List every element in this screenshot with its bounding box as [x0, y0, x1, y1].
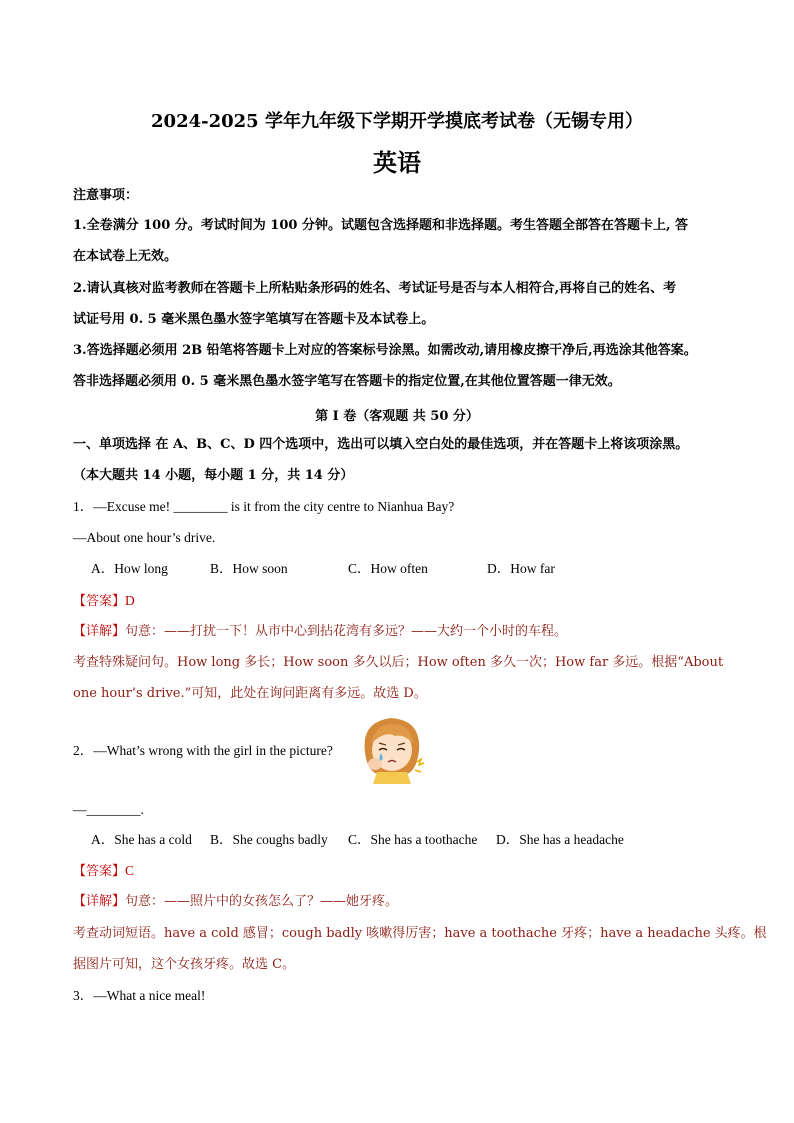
paper-title: 2024-2025 学年九年级下学期开学摸底考试卷（无锡专用）: [151, 111, 643, 132]
option-d: D．How far: [487, 561, 555, 576]
option-c: C．How often: [348, 561, 428, 576]
notice-line: 3.答选择题必须用 2B 铅笔将答题卡上对应的答案标号涂黑。如需改动,请用橡皮擦干净后,再选涂其他答案。: [73, 343, 697, 358]
section-title: 第 I 卷（客观题 共 50 分）: [315, 409, 479, 424]
detail-text: 句意：——照片中的女孩怎么了？——她牙疼。: [125, 894, 399, 909]
notice-line: 1.全卷满分 100 分。考试时间为 100 分钟。试题包含选择题和非选择题。考生答题全部答在答题卡上, 答: [73, 218, 688, 233]
part-heading: 一、单项选择 在 A、B、C、D 四个选项中，选出可以填入空白处的最佳选项，并在答题卡上将该项涂黑。: [73, 437, 689, 452]
detail-text: 考查动词短语。have a cold 感冒；cough badly 咳嗽得厉害；have a toothache 牙疼；have a headache 头疼。根: [73, 926, 767, 941]
detail-tag: 【详解】: [73, 894, 126, 909]
option-a: A．She has a cold: [91, 832, 192, 847]
option-a: A．How long: [91, 561, 168, 576]
option-c: C．She has a toothache: [348, 832, 478, 847]
detail-line: [73, 624, 567, 640]
subject-title: 英语: [373, 148, 421, 177]
notice-line: 试证号用 0. 5 毫米黑色墨水签字笔填写在答题卡及本试卷上。: [73, 312, 435, 327]
detail-text: 句意：——打扰一下！从市中心到拈花湾有多远？——大约一个小时的车程。: [125, 624, 568, 639]
answer-tag: 【答案】: [73, 864, 126, 879]
answer-line: [73, 593, 135, 610]
question-reply: —________.: [73, 802, 144, 817]
notice-heading: 注意事项：: [73, 188, 139, 203]
detail-line: [73, 894, 398, 910]
part-note: （本大题共 14 小题，每小题 1 分，共 14 分）: [73, 468, 354, 483]
girl-toothache-picture: [355, 712, 431, 784]
detail-text: one hour’s drive.”可知，此处在询问距离有多远。故选 D。: [73, 686, 427, 701]
answer-tag: 【答案】: [73, 594, 126, 609]
answer-value: C: [125, 863, 135, 878]
question-stem: 3．—What a nice meal!: [73, 988, 206, 1003]
answer-value: D: [125, 593, 135, 608]
notice-line: 答非选择题必须用 0. 5 毫米黑色墨水签字笔写在答题卡的指定位置,在其他位置答题一律无效。: [73, 374, 621, 389]
option-d: D．She has a headache: [496, 832, 624, 847]
question-stem: 2．—What’s wrong with the girl in the picture?: [73, 743, 333, 758]
option-b: B．How soon: [210, 561, 288, 576]
detail-tag: 【详解】: [73, 624, 126, 639]
notice-line: 在本试卷上无效。: [73, 249, 178, 264]
option-b: B．She coughs badly: [210, 832, 328, 847]
question-stem: 1．—Excuse me! ________ is it from the city centre to Nianhua Bay?: [73, 499, 455, 514]
answer-line: [73, 863, 134, 880]
notice-line: 2.请认真核对监考教师在答题卡上所粘贴条形码的姓名、考试证号是否与本人相符合,再将自己的姓名、考: [73, 281, 677, 296]
detail-text: 考查特殊疑问句。How long 多长；How soon 多久以后；How often 多久一次；How far 多远。根据“About: [73, 655, 724, 670]
detail-text: 据图片可知，这个女孩牙疼。故选 C。: [73, 957, 296, 972]
question-reply: —About one hour’s drive.: [73, 530, 216, 545]
